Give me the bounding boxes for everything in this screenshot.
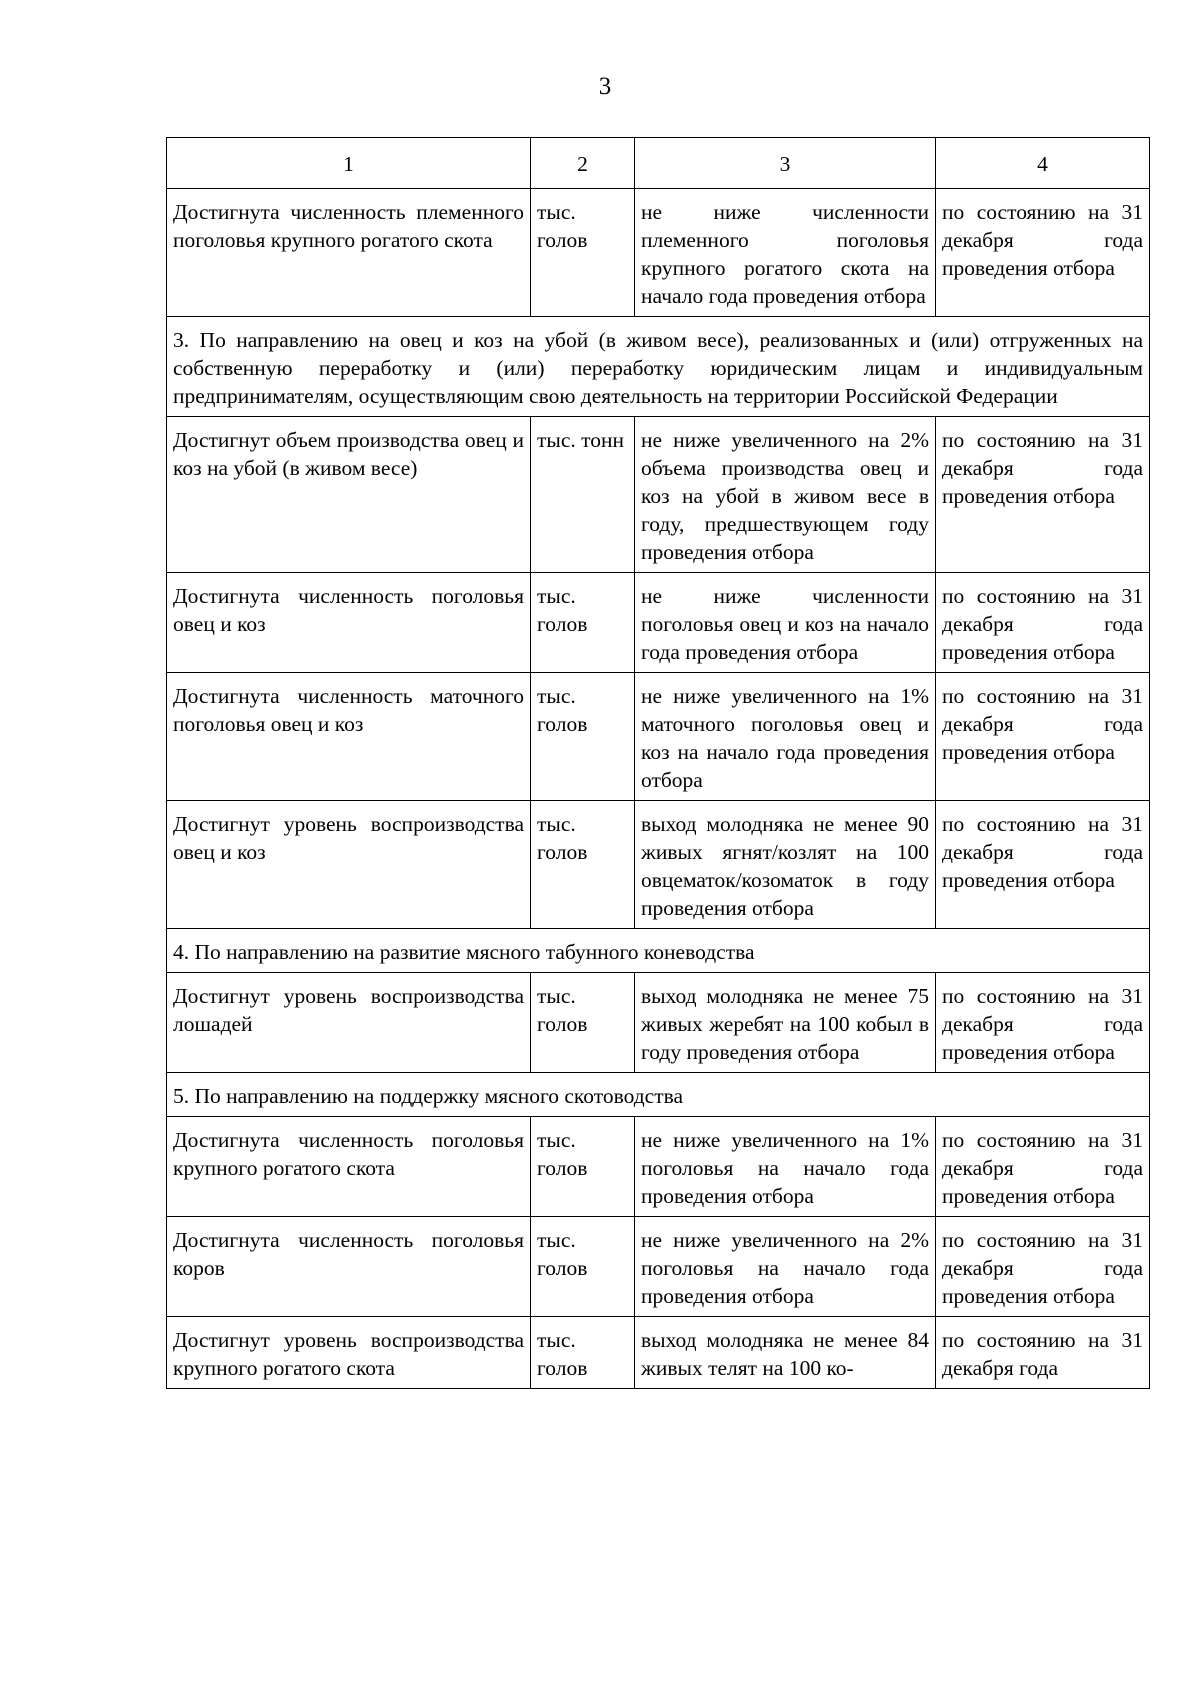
unit-cell: тыс. голов xyxy=(531,801,635,929)
section-title-4: 4. По направлению на развитие мясного табунного коневодства xyxy=(167,929,1150,973)
indicator-cell: Достигнут уровень воспроизводства крупного рогатого скота xyxy=(167,1317,531,1389)
indicator-cell: Достигнут уровень воспроизводства овец и коз xyxy=(167,801,531,929)
date-cell: по состоянию на 31 декабря года проведения отбора xyxy=(936,673,1150,801)
value-cell: выход молодняка не менее 84 живых телят на 100 ко- xyxy=(635,1317,936,1389)
header-cell-3: 3 xyxy=(635,138,936,189)
indicators-table xyxy=(166,137,1150,1389)
header-cell-4: 4 xyxy=(936,138,1150,189)
section-row-5 xyxy=(167,1073,1150,1117)
indicator-cell: Достигнута численность маточного поголовья овец и коз xyxy=(167,673,531,801)
value-cell: не ниже численности поголовья овец и коз на начало года проведения отбора xyxy=(635,573,936,673)
date-cell: по состоянию на 31 декабря года проведения отбора xyxy=(936,801,1150,929)
date-cell: по состоянию на 31 декабря года проведения отбора xyxy=(936,573,1150,673)
value-cell: не ниже численности племенного поголовья крупного рогатого скота на начало года проведения отбора xyxy=(635,189,936,317)
header-cell-1: 1 xyxy=(167,138,531,189)
unit-cell: тыс. тонн xyxy=(531,417,635,573)
table-row xyxy=(167,1217,1150,1317)
indicator-cell: Достигнута численность племенного поголовья крупного рогатого скота xyxy=(167,189,531,317)
value-cell: не ниже увеличенного на 2% объема производства овец и коз на убой в живом весе в году, предшествующем году проведения отбора xyxy=(635,417,936,573)
indicator-cell: Достигнут уровень воспроизводства лошадей xyxy=(167,973,531,1073)
section-row-3 xyxy=(167,317,1150,417)
unit-cell: тыс. голов xyxy=(531,573,635,673)
table-row xyxy=(167,673,1150,801)
table-row xyxy=(167,801,1150,929)
unit-cell: тыс. голов xyxy=(531,973,635,1073)
section-row-4 xyxy=(167,929,1150,973)
table-row xyxy=(167,189,1150,317)
date-cell: по состоянию на 31 декабря года проведения отбора xyxy=(936,417,1150,573)
indicator-cell: Достигнута численность поголовья коров xyxy=(167,1217,531,1317)
value-cell: выход молодняка не менее 90 живых ягнят/козлят на 100 овцематок/козоматок в году проведения отбора xyxy=(635,801,936,929)
indicator-cell: Достигнута численность поголовья овец и коз xyxy=(167,573,531,673)
section-title-3: 3. По направлению на овец и коз на убой (в живом весе), реализованных и (или) отгруженных на собственную переработку и (или) переработку юридическим лицам и индивидуальным предпринимателям, осуществляющим свою деятельность на территории Российской Федерации xyxy=(167,317,1150,417)
table-header-row xyxy=(167,138,1150,189)
value-cell: выход молодняка не менее 75 живых жеребят на 100 кобыл в году проведения отбора xyxy=(635,973,936,1073)
indicator-cell: Достигнут объем производства овец и коз на убой (в живом весе) xyxy=(167,417,531,573)
date-cell: по состоянию на 31 декабря года проведения отбора xyxy=(936,189,1150,317)
date-cell: по состоянию на 31 декабря года проведения отбора xyxy=(936,973,1150,1073)
date-cell: по состоянию на 31 декабря года проведения отбора xyxy=(936,1117,1150,1217)
section-title-5: 5. По направлению на поддержку мясного скотоводства xyxy=(167,1073,1150,1117)
value-cell: не ниже увеличенного на 1% поголовья на начало года проведения отбора xyxy=(635,1117,936,1217)
table-row xyxy=(167,417,1150,573)
unit-cell: тыс. голов xyxy=(531,1117,635,1217)
unit-cell: тыс. голов xyxy=(531,1317,635,1389)
table-row xyxy=(167,573,1150,673)
indicator-cell: Достигнута численность поголовья крупного рогатого скота xyxy=(167,1117,531,1217)
table-row xyxy=(167,1117,1150,1217)
header-cell-2: 2 xyxy=(531,138,635,189)
table-row xyxy=(167,1317,1150,1389)
date-cell: по состоянию на 31 декабря года xyxy=(936,1317,1150,1389)
date-cell: по состоянию на 31 декабря года проведения отбора xyxy=(936,1217,1150,1317)
unit-cell: тыс. голов xyxy=(531,1217,635,1317)
value-cell: не ниже увеличенного на 2% поголовья на начало года проведения отбора xyxy=(635,1217,936,1317)
page-number: 3 xyxy=(598,73,612,100)
table-row xyxy=(167,973,1150,1073)
unit-cell: тыс. голов xyxy=(531,189,635,317)
unit-cell: тыс. голов xyxy=(531,673,635,801)
value-cell: не ниже увеличенного на 1% маточного поголовья овец и коз на начало года проведения отбора xyxy=(635,673,936,801)
